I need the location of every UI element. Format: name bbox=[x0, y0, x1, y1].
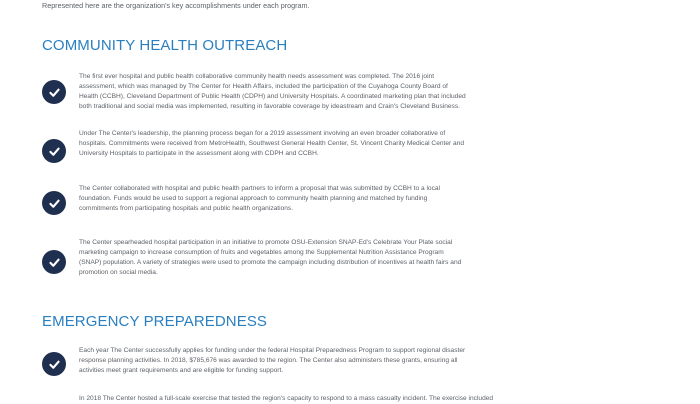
text-line: Under The Center's leadership, the planning process began for a 2019 assessment involving an even broader collaborative of bbox=[79, 130, 446, 137]
text-line: marketing campaign to increase consumption of fruits and vegetables among the Supplemental Nutrition Assistance Program bbox=[79, 248, 444, 256]
accomplishment-text bbox=[79, 346, 691, 376]
section-title-emergency-preparedness: EMERGENCY PREPAREDNESS bbox=[42, 313, 268, 330]
text-line: The Center collaborated with hospital and public health partners to inform a proposal that was submitted by CCBH to a local bbox=[79, 185, 441, 192]
accomplishment-text bbox=[79, 72, 691, 112]
intro-text: Represented here are the organization's key accomplishments under each program. bbox=[42, 1, 310, 10]
check-circle-icon bbox=[42, 139, 66, 163]
section-title-community-health-outreach: COMMUNITY HEALTH OUTREACH bbox=[42, 37, 288, 54]
text-line: commitments from participating hospitals and public health organizations. bbox=[79, 204, 294, 212]
text-line: Health (CCBH), Cleveland Department of Public Health (CDPH) and University Hospitals. A coordinated marketing plan that included bbox=[79, 92, 466, 100]
text-line: The Center spearheaded hospital participation in an initiative to promote OSU-Extension SNAP-Ed's Celebrate Your Plate social bbox=[79, 239, 453, 246]
accomplishment-text bbox=[79, 129, 691, 159]
truncated-text-line: In 2018 The Center hosted a full-scale exercise that tested the region's capacity to respond to a mass casualty incident. The exercise included bbox=[79, 395, 494, 402]
text-line: assessment, which was managed by The Center for Health Affairs, included the participation of the Cuyahoga County Board of bbox=[79, 82, 448, 90]
check-circle-icon bbox=[42, 250, 66, 274]
text-line: (SNAP) population. A variety of strategies were used to promote the campaign including distribution of incentives at health fairs and bbox=[79, 258, 462, 266]
accomplishment-text bbox=[79, 184, 691, 214]
text-line: response planning activities. In 2018, $785,676 was awarded to the region. The Center also administers these grants, ensuring all bbox=[79, 356, 458, 364]
accomplishment-text bbox=[79, 238, 691, 278]
check-circle-icon bbox=[42, 191, 66, 215]
text-line: hospitals. Commitments were received from MetroHealth, Southwest General Health Center, St. Vincent Charity Medical Center and bbox=[79, 139, 465, 147]
text-line: foundation. Funds would be used to support a regional approach to community health planning and matched by funding bbox=[79, 194, 428, 202]
text-line: activities meet grant requirements and are eligible for funding support. bbox=[79, 366, 284, 374]
text-line: promotion on social media. bbox=[79, 268, 158, 276]
check-circle-icon bbox=[42, 80, 66, 104]
text-line: The first ever hospital and public health collaborative community health needs assessment was completed. The 2016 joint bbox=[79, 73, 435, 80]
text-line: University Hospitals to participate in the assessment along with CDPH and CCBH. bbox=[79, 149, 319, 157]
text-line: Each year The Center successfully applies for funding under the federal Hospital Preparedness Program to support regional disaster bbox=[79, 347, 466, 354]
check-circle-icon bbox=[42, 352, 66, 376]
text-line: both traditional and social media was implemented, resulting in favorable coverage by ideastream and Crain's Cleveland Business. bbox=[79, 102, 460, 110]
